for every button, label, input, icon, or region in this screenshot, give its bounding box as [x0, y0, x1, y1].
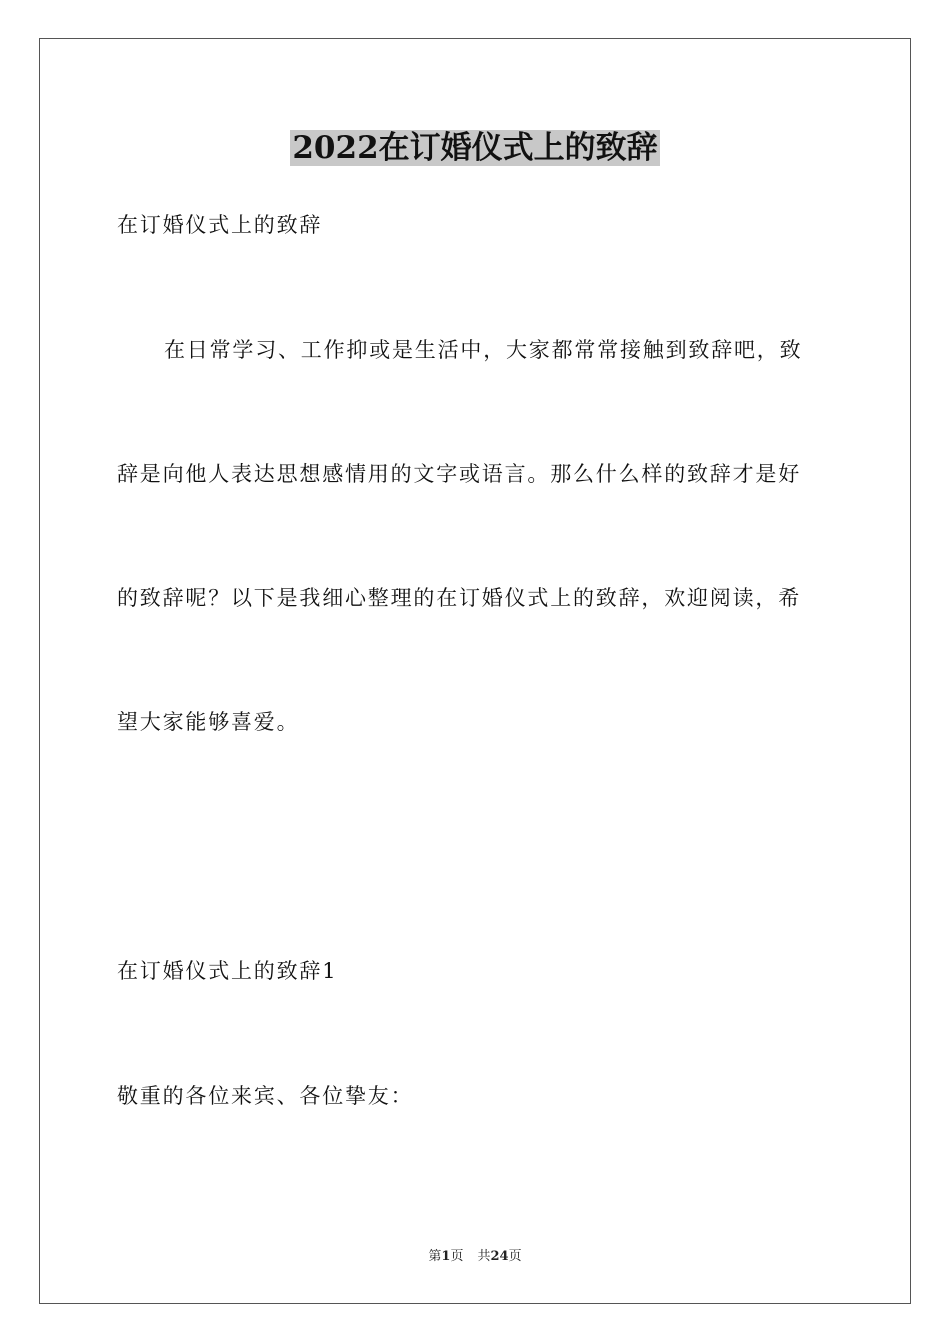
footer-page-suffix: 页	[450, 1249, 464, 1264]
footer-total-suffix: 页	[508, 1249, 522, 1264]
footer-total-pages: 24	[490, 1249, 509, 1264]
document-subtitle: 在订婚仪式上的致辞	[117, 213, 323, 237]
paragraph-line: 的致辞呢？以下是我细心整理的在订婚仪式上的致辞，欢迎阅读，希	[117, 586, 801, 610]
salutation-line: 敬重的各位来宾、各位挚友：	[117, 1084, 414, 1108]
section-heading: 在订婚仪式上的致辞1	[117, 959, 338, 983]
footer-page-prefix: 第	[428, 1249, 442, 1264]
footer-page-number: 1	[441, 1249, 451, 1264]
page-footer	[0, 1248, 950, 1266]
footer-total-prefix: 共	[477, 1249, 491, 1264]
paragraph-line: 在日常学习、工作抑或是生活中，大家都常常接触到致辞吧，致	[164, 338, 803, 362]
paragraph-line: 望大家能够喜爱。	[117, 710, 300, 734]
document-title	[0, 127, 950, 169]
paragraph-line: 辞是向他人表达思想感情用的文字或语言。那么什么样的致辞才是好	[117, 462, 801, 486]
document-title-text: 2022在订婚仪式上的致辞	[292, 130, 658, 166]
